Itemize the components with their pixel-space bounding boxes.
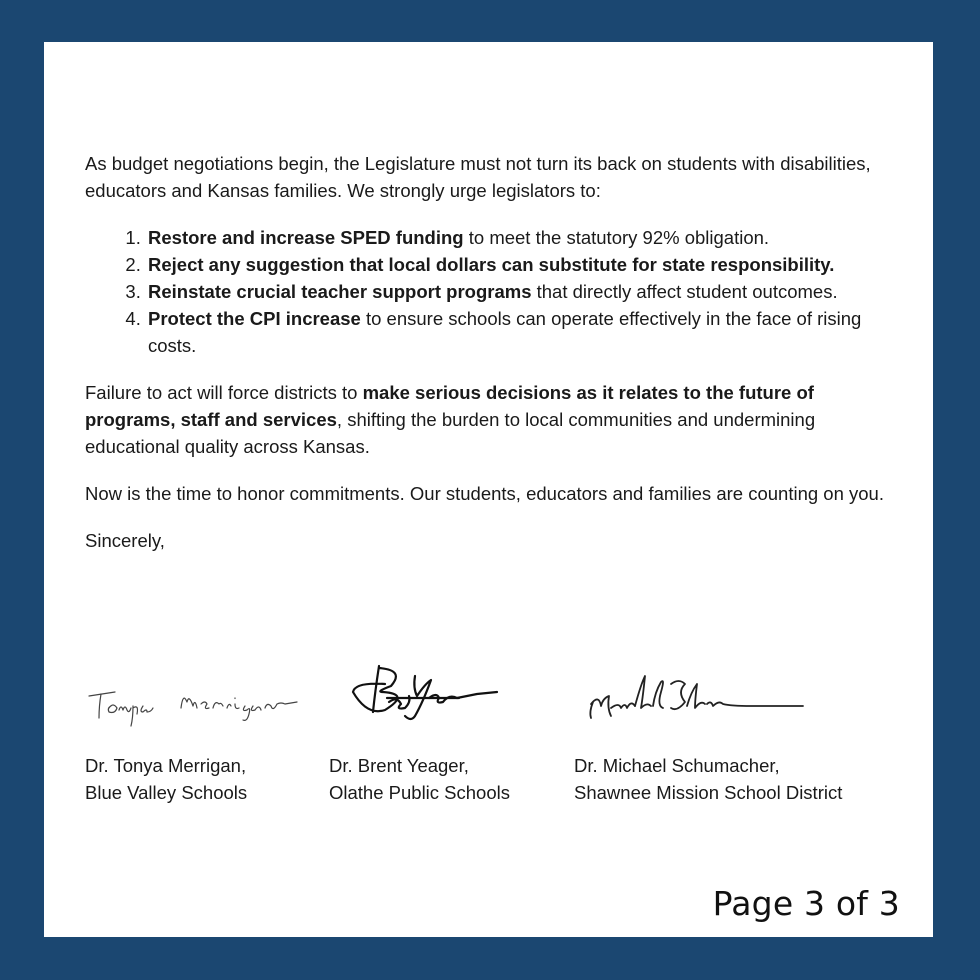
list-item (146, 251, 885, 278)
failure-text-bold: make serious decisions as it relates to the future of programs, staff and services (85, 382, 814, 430)
signer-organization: Olathe Public Schools (329, 782, 510, 803)
sign-off: Sincerely, (85, 530, 165, 551)
demand-bold: Reinstate crucial teacher support programs (148, 281, 532, 302)
signature-schumacher (581, 662, 811, 732)
demands-list (85, 224, 885, 359)
intro-paragraph: As budget negotiations begin, the Legislature must not turn its back on students with disabilities, educators and Kansas families. We strongly urge legislators to: (85, 153, 871, 201)
demand-text: to ensure schools can operate effectively in the face of rising costs. (148, 308, 862, 356)
signature-merrigan (85, 662, 305, 732)
demand-text: to meet the statutory 92% obligation. (463, 227, 770, 248)
demand-text: that directly affect student outcomes. (531, 281, 838, 302)
failure-paragraph (85, 379, 885, 460)
signer-block (329, 752, 510, 806)
failure-text-start: Failure to act will force districts to (85, 382, 363, 403)
signer-name: Dr. Tonya Merrigan, (85, 755, 247, 776)
list-item (146, 224, 885, 251)
demand-bold: Reject any suggestion that local dollars can substitute for state responsibility. (148, 254, 835, 275)
letter-page (44, 42, 933, 937)
signer-block (85, 752, 247, 806)
demand-bold: Protect the CPI increase (148, 308, 361, 329)
signature-yeager (345, 662, 515, 732)
signer-name: Dr. Brent Yeager, (329, 755, 469, 776)
letter-body (85, 150, 885, 554)
demand-bold: Restore and increase SPED funding (148, 227, 464, 248)
signer-name: Dr. Michael Schumacher, (574, 755, 780, 776)
signer-organization: Blue Valley Schools (85, 782, 248, 803)
signatures-row (85, 662, 905, 732)
failure-text-end: , shifting the burden to local communities and undermining educational quality across Kansas. (85, 409, 816, 457)
signer-block (574, 752, 842, 806)
signer-organization: Shawnee Mission School District (574, 782, 843, 803)
page-indicator: Page 3 of 3 (712, 884, 900, 923)
list-item (146, 305, 885, 359)
list-item (146, 278, 885, 305)
closing-paragraph: Now is the time to honor commitments. Our students, educators and families are counting on you. (85, 483, 884, 504)
